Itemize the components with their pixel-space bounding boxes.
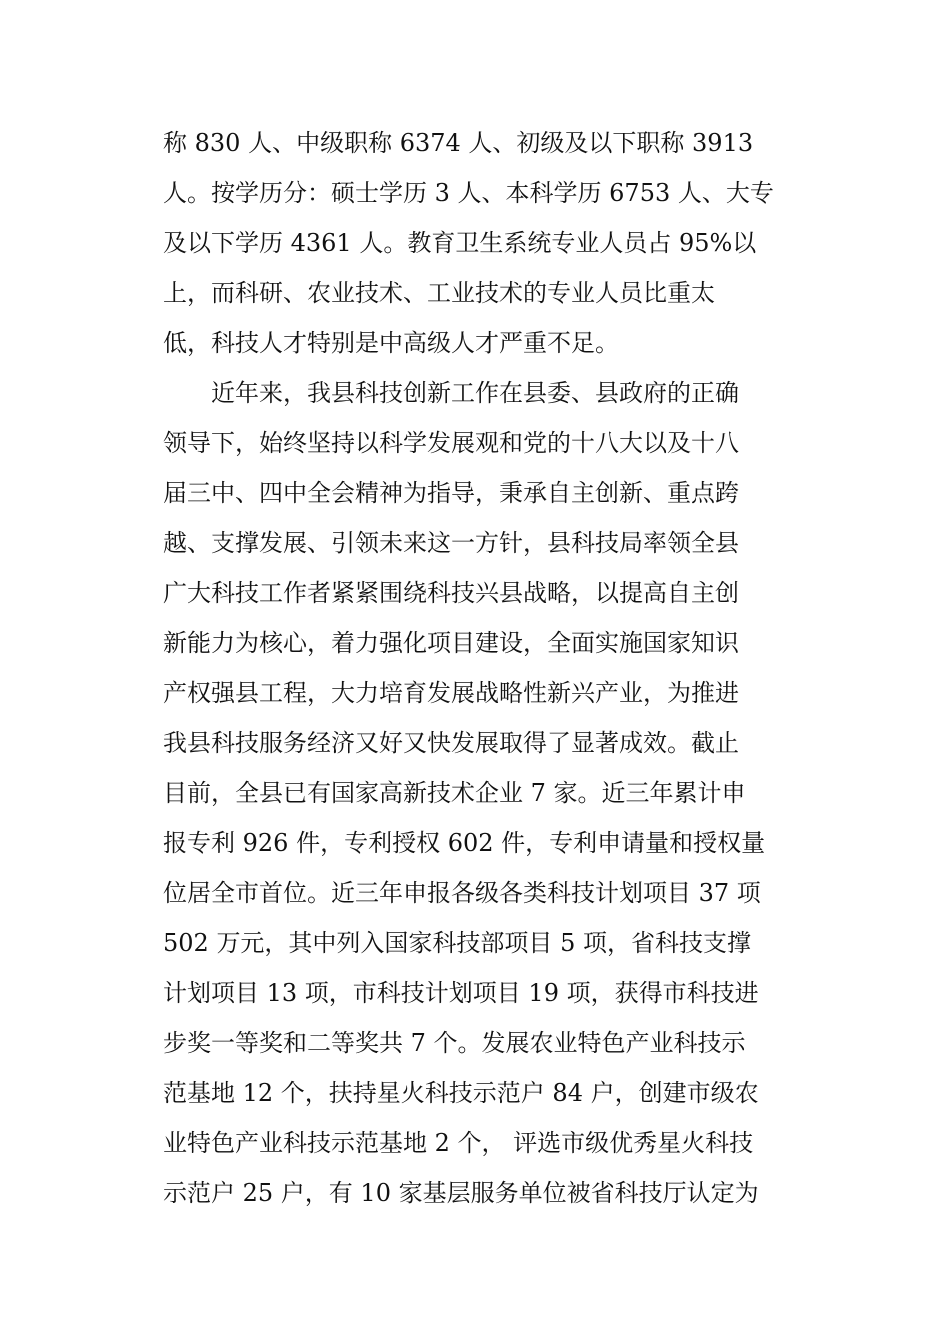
text-line: 示范户 25 户，有 10 家基层服务单位被省科技厅认定为 [163,1179,759,1207]
text-line: 业特色产业科技示范基地 2 个， 评选市级优秀星火科技 [163,1129,754,1157]
text-line: 越、支撑发展、引领未来这一方针，县科技局率领全县 [163,529,739,557]
text-line: 届三中、四中全会精神为指导，秉承自主创新、重点跨 [163,479,739,507]
text-line: 我县科技服务经济又好又快发展取得了显著成效。截止 [163,729,739,757]
text-line: 范基地 12 个，扶持星火科技示范户 84 户，创建市级农 [163,1079,759,1107]
text-line: 广大科技工作者紧紧围绕科技兴县战略，以提高自主创 [163,579,739,607]
text-line: 领导下，始终坚持以科学发展观和党的十八大以及十八 [163,429,739,457]
text-line: 计划项目 13 项，市科技计划项目 19 项，获得市科技进 [163,979,759,1007]
text-line: 产权强县工程，大力培育发展战略性新兴产业，为推进 [163,679,739,707]
text-line: 及以下学历 4361 人。教育卫生系统专业人员占 95%以 [163,229,757,257]
text-line: 人。按学历分：硕士学历 3 人、本科学历 6753 人、大专 [163,179,774,207]
body-text [163,118,803,1218]
paragraph-first-line: 近年来，我县科技创新工作在县委、县政府的正确 [211,379,739,407]
text-line: 上，而科研、农业技术、工业技术的专业人员比重太 [163,279,715,307]
text-line: 新能力为核心，着力强化项目建设，全面实施国家知识 [163,629,739,657]
text-line: 称 830 人、中级职称 6374 人、初级及以下职称 3913 [163,129,754,157]
text-line: 502 万元，其中列入国家科技部项目 5 项，省科技支撑 [163,929,751,957]
text-line: 目前，全县已有国家高新技术企业 7 家。近三年累计申 [163,779,746,807]
text-line: 低，科技人才特别是中高级人才严重不足。 [163,329,619,357]
text-line: 位居全市首位。近三年申报各级各类科技计划项目 37 项 [163,879,761,907]
text-line: 步奖一等奖和二等奖共 7 个。发展农业特色产业科技示 [163,1029,746,1057]
text-line: 报专利 926 件，专利授权 602 件，专利申请量和授权量 [163,829,766,857]
